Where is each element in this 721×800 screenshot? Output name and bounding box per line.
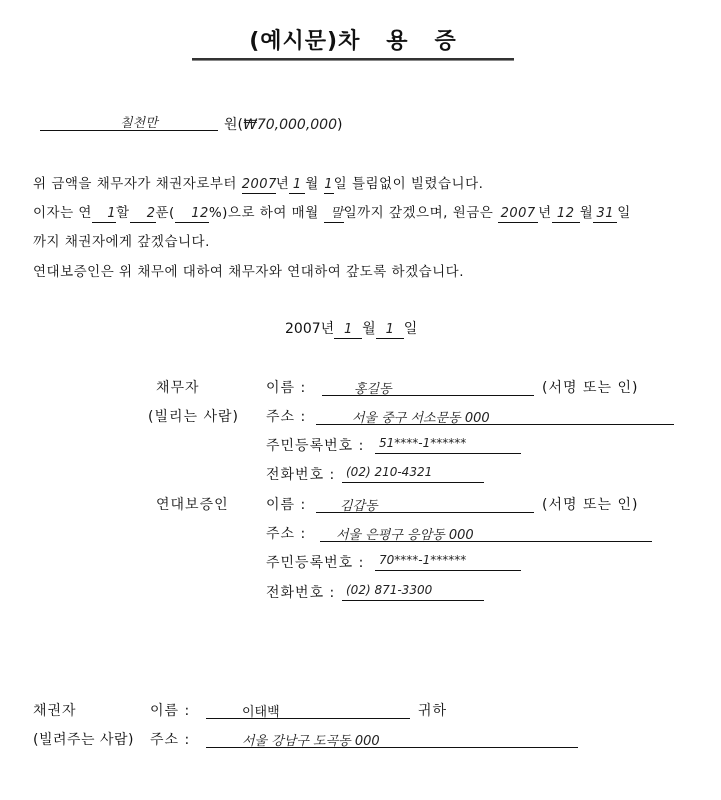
body-line-2: 이자는 연 1할 2푼( 12%)으로 하여 매월 말일까지 갚겠으며, 원금은 2007 년 12 월 31 일	[33, 205, 631, 221]
creditor-honorific: 귀하	[418, 703, 448, 719]
body-line-3: 까지 채권자에게 갚겠습니다.	[33, 234, 210, 250]
debtor-id-field	[375, 435, 521, 454]
title-underline	[192, 58, 514, 61]
amount-figure: 원(₩70,000,000)	[224, 117, 343, 133]
guarantor-phone-label: 전화번호 :	[266, 585, 336, 601]
debtor-phone-field	[342, 464, 484, 483]
loan-month: 1	[289, 177, 305, 194]
guarantor-role: 연대보증인	[156, 497, 229, 513]
debtor-phone: (02) 210-4321	[346, 465, 433, 479]
debtor-id-label: 주민등록번호 :	[266, 438, 365, 454]
guarantor-phone-field	[342, 582, 484, 601]
creditor-name-field	[206, 700, 410, 719]
creditor-role-sub: (빌려주는 사람)	[33, 732, 135, 748]
amount-korean-field	[40, 112, 218, 131]
body-line-1: 위 금액을 채무자가 채권자로부터 2007년 1 월 1일 틀림없이 빌렸습니다.	[33, 176, 484, 192]
guarantor-id: 70****-1******	[379, 553, 467, 567]
creditor-name-label: 이름 :	[150, 703, 191, 719]
creditor-address-label: 주소 :	[150, 732, 191, 748]
creditor-role: 채권자	[33, 703, 77, 719]
guarantor-id-field	[375, 552, 521, 571]
debtor-role-sub: (빌리는 사람)	[148, 409, 239, 425]
guarantor-address-label: 주소 :	[266, 526, 307, 542]
debtor-role: 채무자	[156, 380, 200, 396]
creditor-address-field	[206, 729, 578, 748]
debtor-sign-note: (서명 또는 인)	[542, 380, 639, 396]
contract-date: 2007년 1 월 1 일	[285, 321, 418, 337]
guarantor-id-label: 주민등록번호 :	[266, 555, 365, 571]
debtor-address-label: 주소 :	[266, 409, 307, 425]
debtor-address-field	[316, 406, 674, 425]
guarantor-name-label: 이름 :	[266, 497, 307, 513]
debtor-name: 홍길동	[354, 382, 392, 397]
guarantor-address: 서울 은평구 응암동 000	[336, 528, 474, 543]
debtor-name-label: 이름 :	[266, 380, 307, 396]
document-title: (예시문)차 용 증	[249, 29, 457, 54]
debtor-id: 51****-1******	[379, 436, 467, 450]
amount-korean: 칠천만	[120, 116, 158, 131]
guarantor-sign-note: (서명 또는 인)	[542, 497, 639, 513]
creditor-name: 이태백	[242, 705, 280, 720]
guarantor-name-field	[316, 494, 534, 513]
debtor-name-field	[322, 377, 534, 396]
debtor-phone-label: 전화번호 :	[266, 467, 336, 483]
guarantor-phone: (02) 871-3300	[346, 583, 433, 597]
body-line-4: 연대보증인은 위 채무에 대하여 채무자와 연대하여 갚도록 하겠습니다.	[33, 264, 465, 280]
loan-day: 1	[324, 177, 334, 192]
loan-year: 2007	[241, 177, 277, 192]
guarantor-name: 김갑동	[340, 499, 378, 514]
creditor-address: 서울 강남구 도곡동 000	[242, 734, 380, 749]
guarantor-address-field	[320, 523, 652, 542]
debtor-address: 서울 중구 서소문동 000	[352, 411, 490, 426]
